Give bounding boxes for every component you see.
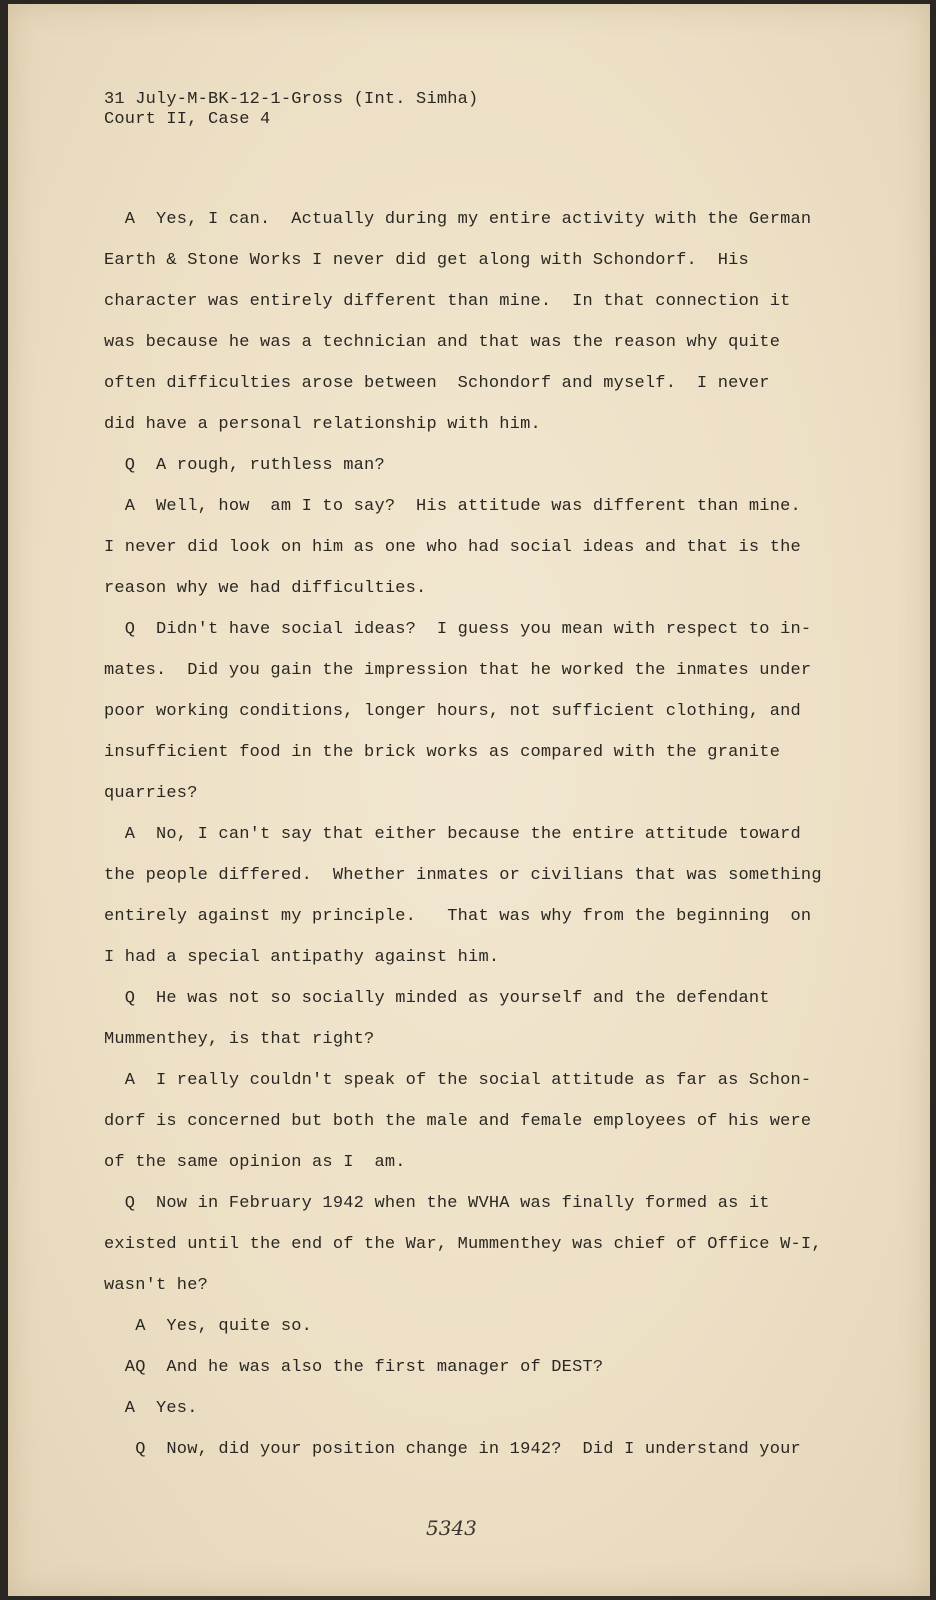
text-line: was because he was a technician and that was the reason why quite [104, 333, 781, 352]
text-line: character was entirely different than mine. In that connection it [104, 292, 791, 311]
text-line: A Well, how am I to say? His attitude was different than mine. [104, 497, 801, 516]
text-line: A Yes, I can. Actually during my entire activity with the German [104, 210, 812, 229]
text-line: mates. Did you gain the impression that he worked the inmates under [104, 661, 812, 680]
text-line: entirely against my principle. That was why from the beginning on [104, 907, 812, 926]
page-number: 5343 [426, 1516, 477, 1540]
text-line: Q Didn't have social ideas? I guess you mean with respect to in- [104, 620, 812, 639]
text-line: A No, I can't say that either because the entire attitude toward [104, 825, 801, 844]
text-line: existed until the end of the War, Mummenthey was chief of Office W-I, [104, 1235, 822, 1254]
text-line: Mummenthey, is that right? [104, 1030, 375, 1049]
text-line: AQ And he was also the first manager of DEST? [104, 1358, 604, 1377]
text-line: A I really couldn't speak of the social attitude as far as Schon- [104, 1071, 812, 1090]
text-line: A Yes, quite so. [104, 1317, 313, 1336]
text-line: A Yes. [104, 1399, 198, 1418]
text-line: Q Now in February 1942 when the WVHA was finally formed as it [104, 1194, 770, 1213]
text-line: the people differed. Whether inmates or civilians that was something [104, 866, 822, 885]
text-line: Earth & Stone Works I never did get along with Schondorf. His [104, 251, 749, 270]
text-line: I never did look on him as one who had social ideas and that is the [104, 538, 801, 557]
case-reference: 31 July-M-BK-12-1-Gross (Int. Simha) [104, 90, 479, 109]
text-line: of the same opinion as I am. [104, 1153, 406, 1172]
court-case: Court II, Case 4 [104, 110, 271, 129]
text-line: Q A rough, ruthless man? [104, 456, 385, 475]
text-line: insufficient food in the brick works as compared with the granite [104, 743, 781, 762]
text-line: wasn't he? [104, 1276, 209, 1295]
text-line: quarries? [104, 784, 198, 803]
text-line: did have a personal relationship with him. [104, 415, 541, 434]
text-line: dorf is concerned but both the male and female employees of his were [104, 1112, 812, 1131]
text-line: Q Now, did your position change in 1942? Did I understand your [104, 1440, 801, 1459]
text-line: Q He was not so socially minded as yourself and the defendant [104, 989, 770, 1008]
text-line: poor working conditions, longer hours, not sufficient clothing, and [104, 702, 801, 721]
text-line: I had a special antipathy against him. [104, 948, 500, 967]
text-line: reason why we had difficulties. [104, 579, 427, 598]
document-page [8, 4, 930, 1596]
text-line: often difficulties arose between Schondorf and myself. I never [104, 374, 770, 393]
